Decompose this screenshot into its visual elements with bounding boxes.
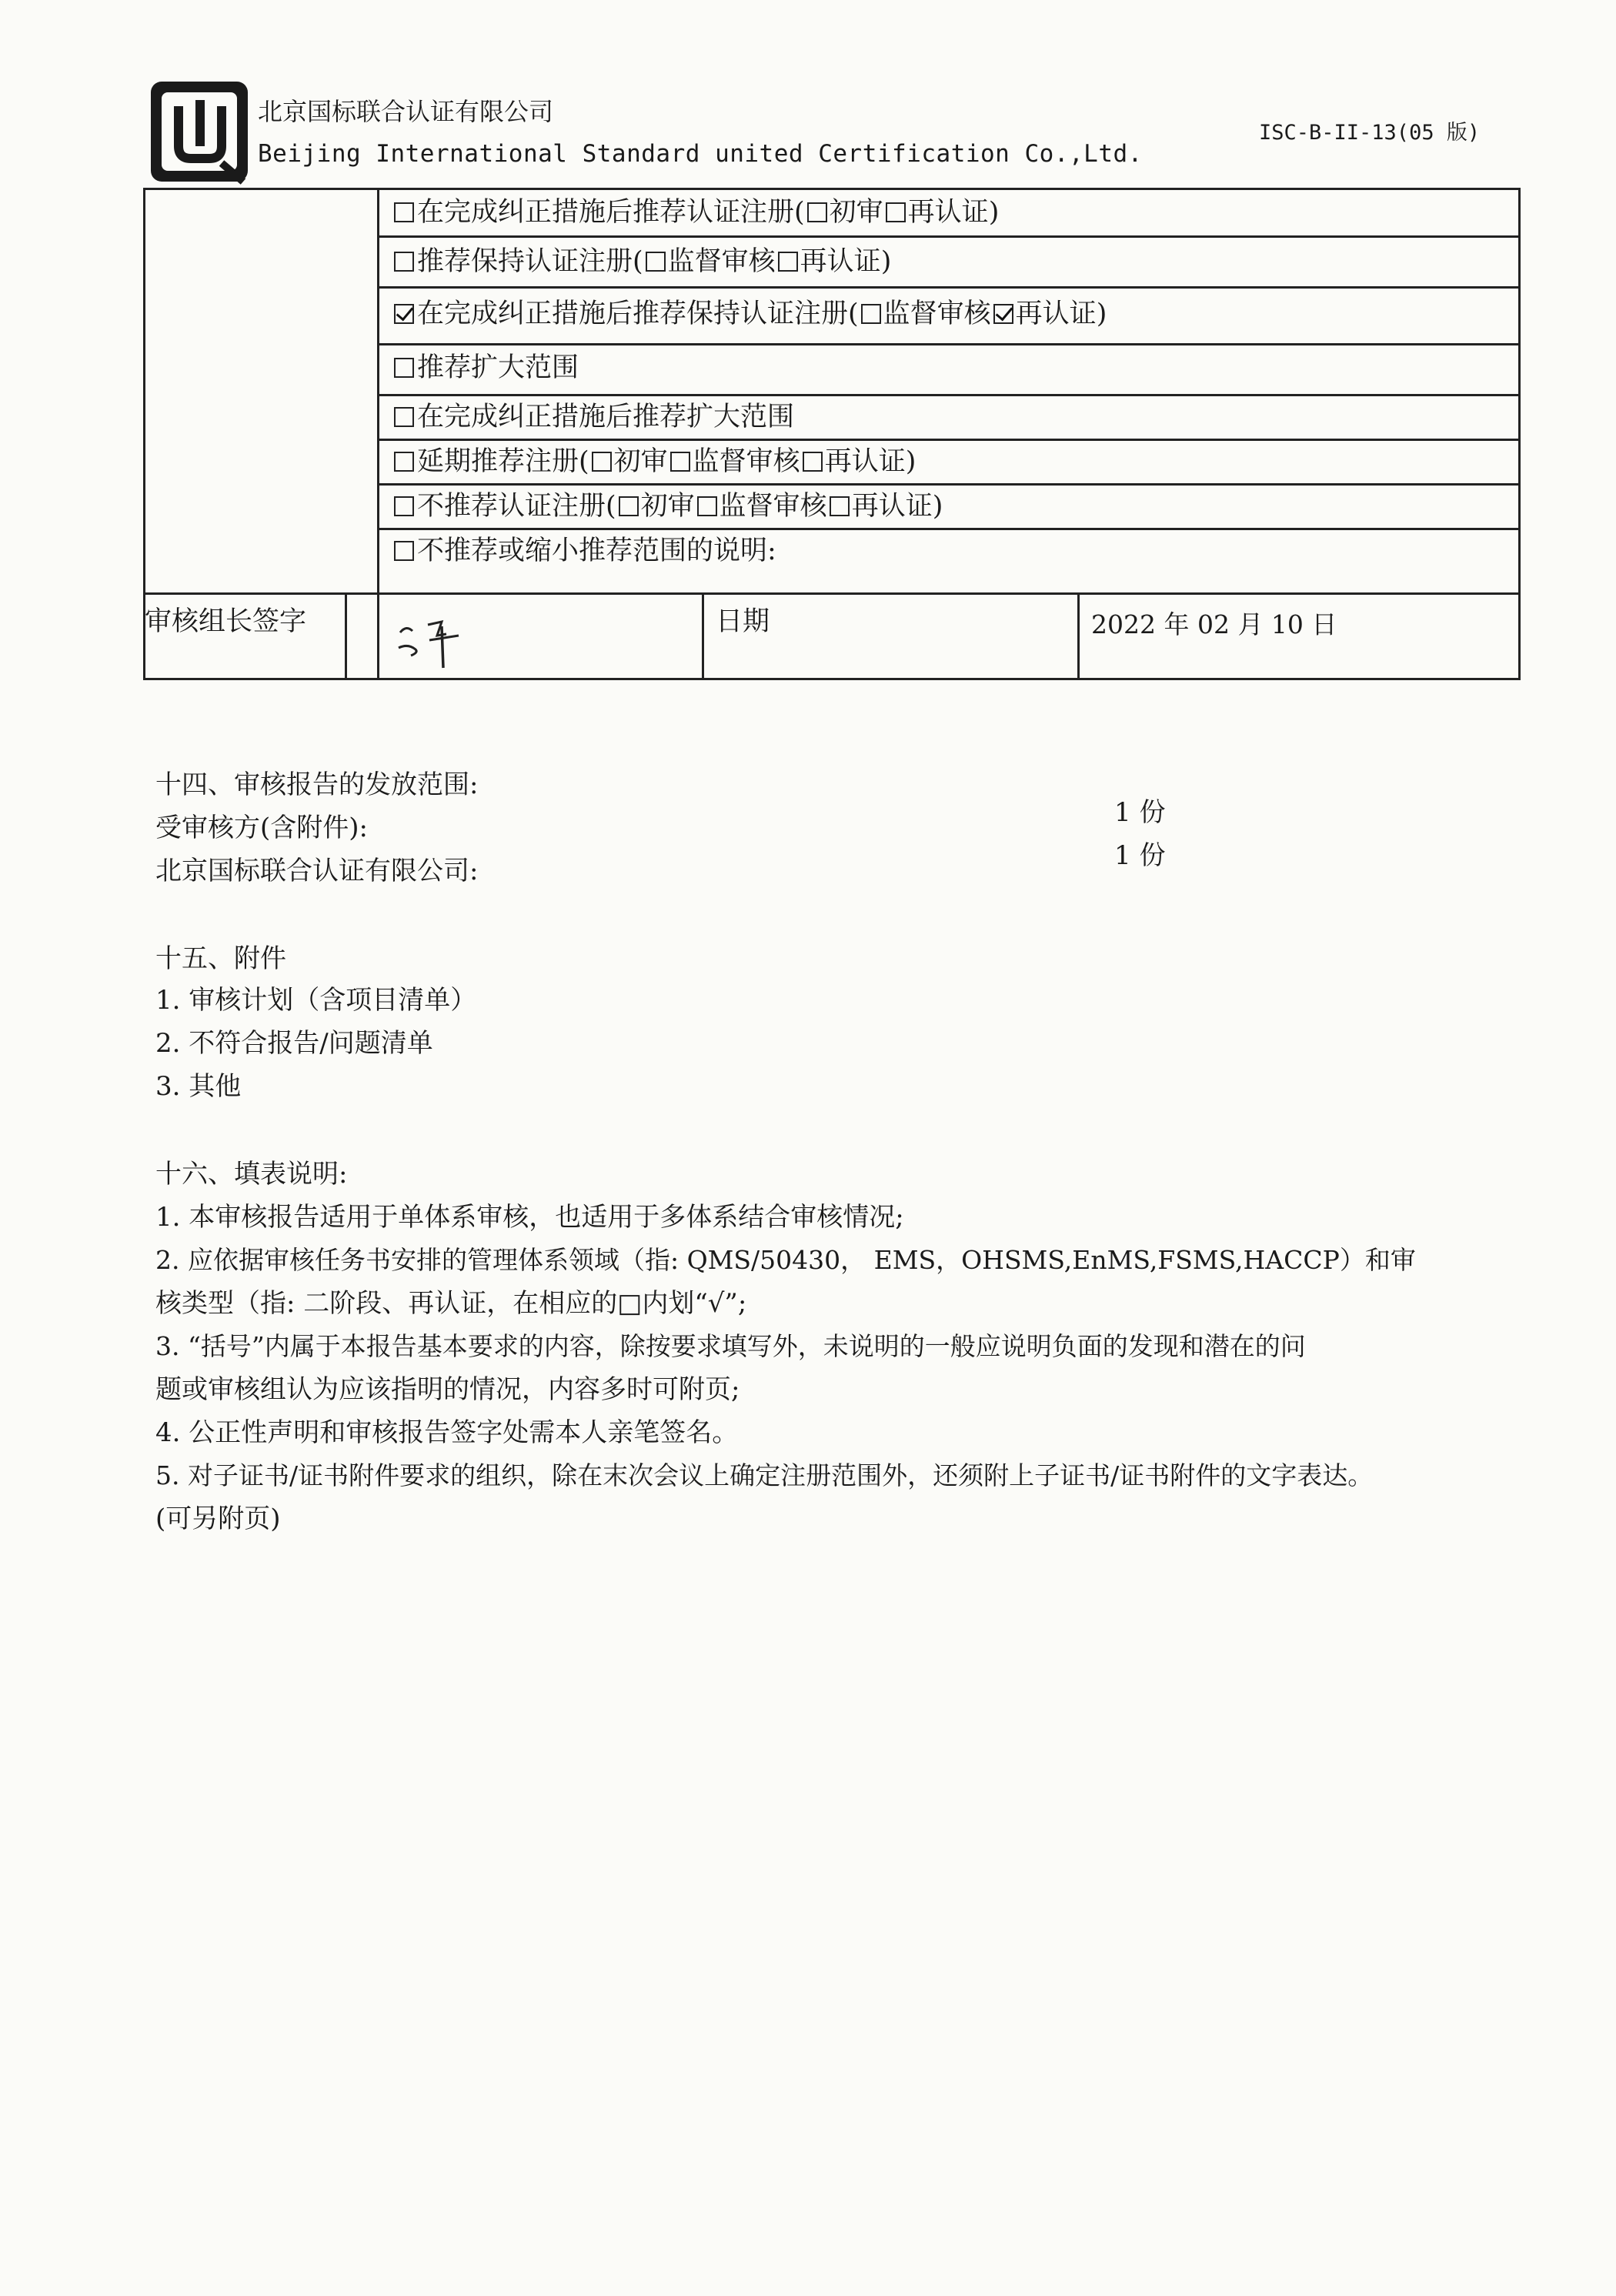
checked-checkbox[interactable] [993,304,1013,324]
row-divider [377,343,1521,345]
recommendation-option [394,299,1107,329]
checkbox[interactable] [394,541,414,561]
attachment-item: 1. 审核计划（含项目清单） [155,985,477,1016]
row-divider [377,235,1521,238]
instruction-line: 1. 本审核报告适用于单体系审核，也适用于多体系结合审核情况; [155,1202,904,1233]
table-divider [1077,592,1080,680]
checkbox[interactable] [619,496,639,516]
row-divider [377,528,1521,530]
sub-option-label: 初审 [613,446,668,477]
table-divider [377,188,379,680]
row-divider [377,394,1521,396]
distribution-label: 北京国标联合认证有限公司: [155,856,479,886]
distribution-value: 1 份 [1114,797,1166,828]
sub-option-label: 监督审核 [667,246,776,277]
table-divider [345,592,347,680]
option-label: 延期推荐注册( [417,446,589,477]
checkbox[interactable] [803,452,823,472]
checked-checkbox[interactable] [394,304,414,324]
option-label-suffix: ) [988,197,1000,228]
sub-option-label: 监督审核 [719,491,827,522]
option-label-suffix: ) [1096,299,1107,329]
instruction-line: 3. “括号”内属于本报告基本要求的内容，除按要求填写外，未说明的一般应说明负面的发现和潜在的问 [155,1331,1306,1361]
distribution-label: 受审核方(含附件): [155,813,368,843]
leader-signature-label: 审核组长签字 [145,606,307,637]
sub-option-label: 再认证 [851,491,933,522]
sub-option-label: 监督审核 [883,299,991,329]
instruction-line: 5. 对子证书/证书附件要求的组织，除在末次会议上确定注册范围外，还须附上子证书/证书附件的文字表达。 [155,1460,1374,1490]
option-label-suffix: ) [880,246,892,277]
section-15-title: 十五、附件 [155,943,286,974]
sub-option-label: 监督审核 [692,446,800,477]
checkbox[interactable] [592,452,612,472]
option-label: 不推荐或缩小推荐范围的说明: [417,536,776,566]
checkbox[interactable] [886,202,906,222]
recommendation-option [394,197,999,228]
instruction-line: 核类型（指: 二阶段、再认证，在相应的□内划“√”; [155,1288,747,1319]
sub-option-label: 再认证 [1015,299,1097,329]
row-divider [143,592,1521,595]
instruction-line: 4. 公正性声明和审核报告签字处需本人亲笔签名。 [155,1417,739,1448]
checkbox[interactable] [394,452,414,472]
distribution-value: 1 份 [1114,840,1166,871]
checkbox[interactable] [807,202,827,222]
recommendation-option [394,402,794,432]
company-name-en: Beijing International Standard united Certification Co.,Ltd. [258,140,1143,168]
sub-option-label: 初审 [829,197,883,228]
recommendation-option [394,446,916,477]
checkbox[interactable] [861,304,881,324]
checkbox[interactable] [394,252,414,272]
checkbox[interactable] [394,358,414,378]
checkbox[interactable] [697,496,717,516]
checkbox[interactable] [778,252,798,272]
row-divider [377,439,1521,441]
option-label-suffix: ) [905,446,917,477]
section-14-title: 十四、审核报告的发放范围: [155,769,479,800]
instruction-line: 题或审核组认为应该指明的情况，内容多时可附页; [155,1374,740,1405]
instruction-line: (可另附页) [155,1503,281,1534]
option-label: 推荐保持认证注册( [417,246,643,277]
option-label: 在完成纠正措施后推荐认证注册( [417,197,805,228]
date-value: 2022 年 02 月 10 日 [1091,609,1337,639]
option-label: 不推荐认证注册( [417,491,616,522]
company-logo [148,78,252,186]
date-label: 日期 [716,606,770,637]
checkbox[interactable] [394,407,414,427]
row-divider [377,483,1521,486]
option-label-suffix: ) [932,491,943,522]
company-name-cn: 北京国标联合认证有限公司 [258,97,554,126]
attachment-item: 2. 不符合报告/问题清单 [155,1028,433,1059]
sub-option-label: 再认证 [800,246,881,277]
checkbox[interactable] [670,452,690,472]
attachment-item: 3. 其他 [155,1071,242,1102]
option-label: 在完成纠正措施后推荐扩大范围 [417,402,795,432]
sub-option-label: 再认证 [824,446,906,477]
handwritten-signature [392,609,485,671]
sub-option-label: 初审 [640,491,695,522]
option-label: 在完成纠正措施后推荐保持认证注册( [417,299,859,329]
recommendation-option [394,246,891,277]
checkbox[interactable] [394,202,414,222]
document-code: ISC-B-II-13(05 版) [1259,121,1481,145]
checkbox[interactable] [830,496,850,516]
checkbox[interactable] [646,252,666,272]
row-divider [377,286,1521,289]
recommendation-option [394,352,579,383]
section-16-title: 十六、填表说明: [155,1159,348,1190]
instruction-line: 2. 应依据审核任务书安排的管理体系领域（指: QMS/50430， EMS，OHSMS,EnMS,FSMS,HACCP）和审 [155,1245,1416,1275]
option-label: 推荐扩大范围 [417,352,579,383]
checkbox[interactable] [394,496,414,516]
recommendation-option [394,491,943,522]
recommendation-option [394,536,776,566]
sub-option-label: 再认证 [907,197,989,228]
table-divider [702,592,704,680]
